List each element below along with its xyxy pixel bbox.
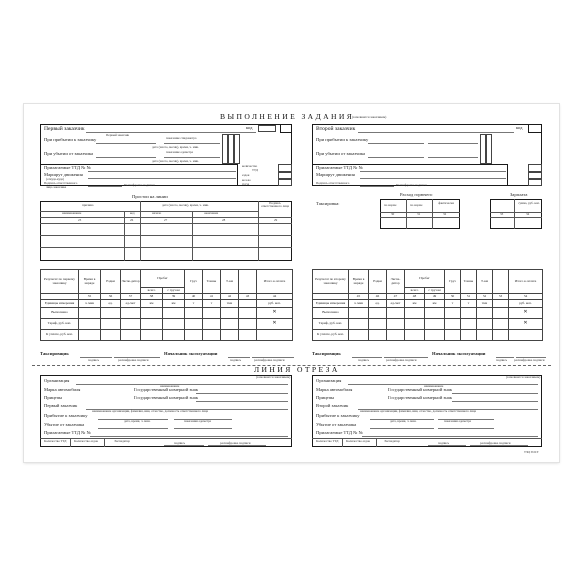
qty-label: количество (242, 164, 258, 168)
col-32: 32 (443, 212, 447, 216)
tearoff-departure: Убытие от заказчика (44, 422, 85, 427)
tearoff-first-hint: наименование организации, фамилия, имя, отчество, должность ответственного лица (92, 409, 209, 413)
route-hint: (откуда-куда) (46, 177, 64, 181)
col-33: 33 (500, 212, 504, 216)
hdr-tkm: Т-км (221, 270, 239, 294)
fuel-fact: фактически (438, 201, 454, 205)
downtime-dt: дата (число, месяц), время, ч. мин. (162, 203, 209, 207)
chief-decode-hint: расшифровка подписи (254, 358, 285, 362)
downtime-sign: Подпись ответственного лица (260, 201, 290, 209)
tearoff-odometer: показания одометра (184, 419, 212, 423)
taxing-label: Таксировка: (316, 201, 340, 206)
row-units: Единицы измерения (41, 300, 79, 308)
qty-unit3: кол-во (242, 178, 251, 182)
downtime-start: начало (152, 211, 162, 215)
second-departure-label: При убытии от заказчика (316, 151, 366, 156)
col-34: 34 (526, 212, 530, 216)
cut-line-label: ЛИНИЯ ОТРЕЗА (254, 365, 340, 374)
departure-label: При убытии от заказчика (44, 151, 94, 156)
results-second-table: Результат по второму заказчику Время в наряде Ездки Экспе-дитор Пробег Груз Тонны Т-км Итого к оплате всего с грузом 45 46 47 48 49 50 51 52 53 54 Единицы измерения ч. мин ед. ед./нет км км т т ткм руб. коп. Выполнено ✕ Тариф, руб. коп. ✕ К уплате, руб. коп. (312, 269, 543, 341)
col-27: 27 (164, 218, 168, 222)
tearoff-arrival: Прибытие к заказчику (44, 413, 88, 418)
tearoff2-filled: (заполняется заказчиком) (506, 375, 541, 379)
first-customer-hint: Первый заказчик (106, 133, 130, 137)
tearoff2-second: Второй заказчик (316, 403, 349, 408)
first-customer-label: Первый заказчик (44, 126, 85, 132)
attached-label: Прилагаемые ТТД № № (44, 165, 92, 170)
hdr-loaded-km: с грузом (163, 288, 185, 294)
tearoff2-sign: подпись (438, 441, 450, 445)
hdr-cargo: Груз (185, 270, 203, 294)
tearoff2-arrival-hint: дата, время, ч. мин. (390, 419, 417, 423)
chief-sign-hint-2: подпись (496, 358, 508, 362)
waybill-sheet (24, 104, 559, 462)
chief-sign-hint: подпись (230, 358, 242, 362)
second-customer-code-box[interactable] (528, 124, 542, 133)
tearoff2-attached: Прилагаемые ТТД № № (316, 430, 364, 435)
tearoff2-odometer: показания одометра (444, 419, 472, 423)
downtime-title: Простои на линии (132, 194, 168, 199)
tearoff-expeditor: Экспедитор (114, 439, 130, 443)
tearoff2-departure: Убытие от заказчика (316, 422, 357, 427)
wage-title: Зарплата (510, 192, 528, 197)
tearoff2-hint: наименование организации, фамилия, имя, отчество, должность ответственного лица (360, 409, 477, 413)
taxing-sign-hint-2: подпись (358, 358, 370, 362)
tearoff-org-hint: наименование (160, 384, 180, 388)
chief-sign-label: Начальник эксплуатации (164, 351, 218, 356)
hdr-total-km: всего (141, 288, 163, 294)
taxing-sign-label-2: Таксировщик (312, 351, 341, 356)
row-topay: К уплате, руб. коп. (41, 330, 79, 341)
second-decode: Расшифровка подписи (396, 183, 427, 187)
row-result-first: Результат по первому заказчику (41, 270, 79, 294)
qty-unit: ТТД (252, 168, 258, 172)
chief-decode-hint-2: расшифровка подписи (514, 358, 545, 362)
tearoff2-reg: Государственный номерной знак (388, 387, 452, 392)
second-sign-resp: Подпись ответственного (316, 181, 350, 185)
tearoff-decode: расшифровка подписи (220, 441, 251, 445)
tearoff2-car: Марка автомобиля (316, 387, 353, 392)
taxing-decode-hint-2: расшифровка подписи (386, 358, 417, 362)
tearoff-org: Организация (44, 378, 70, 383)
tearoff2-trips: Количество ездок (346, 439, 371, 443)
tearoff-reg2: Государственный номерной знак (134, 395, 198, 400)
tearoff-filled: (заполняется заказчиком) (256, 375, 291, 379)
odometer-label: показание спидометра (166, 136, 197, 140)
tearoff2-reg2: Государственный номерной знак (388, 395, 452, 400)
tearoff-car: Марка автомобиля (44, 387, 81, 392)
qty-unit4: груза (242, 182, 250, 186)
hdr-tons: Тонны (203, 270, 221, 294)
chief-sign-label-2: Начальник эксплуатации (432, 351, 486, 356)
sign-resp-label: Подпись ответственного (44, 181, 78, 185)
tearoff-trips: Количество ездок (74, 439, 99, 443)
second-customer-code-label: код (516, 125, 523, 130)
footer-code: ТЗЦ ГОСТ (524, 450, 539, 454)
hdr-trips: Ездки (101, 270, 121, 294)
first-customer-code-box[interactable] (280, 124, 292, 133)
col-23: 23 (78, 218, 82, 222)
tearoff2-org: Организация (316, 378, 342, 383)
row-result-second: Результат по второму заказчику (313, 270, 349, 294)
col-29: 29 (274, 218, 278, 222)
row-tariff: Тариф, руб. коп. (41, 319, 79, 330)
taxing-sign-label: Таксировщик (40, 351, 69, 356)
sign-resp-hint: лица заказчика (46, 185, 67, 189)
decode-label: Расшифровка подписи (124, 183, 155, 187)
col-30: 30 (391, 212, 395, 216)
odometer2-label: показание одометра (166, 150, 194, 154)
fuel-col-label: по норме (384, 203, 397, 207)
tearoff-arrival-hint: дата, время, ч. мин. (124, 419, 151, 423)
tearoff-first: Первый заказчик (44, 403, 78, 408)
section-title-note: (заполняется заказчиком) (352, 115, 387, 119)
arrival-hint: дата (число, месяц), время, ч. мин. (152, 145, 199, 149)
first-customer-code-label: код (246, 125, 253, 130)
downtime-end: окончание (204, 211, 219, 215)
taxing-decode-hint: расшифровка подписи (118, 358, 149, 362)
downtime-table (40, 201, 292, 261)
second-arrival-label: При прибытии к заказчику (316, 137, 369, 142)
results-first-table: Результат по первому заказчику Время в наряде Ездки Экспе-дитор Пробег Груз Тонны Т-км Итого к оплате всего с грузом 35 36 37 38 39 40 41 42 43 44 Единицы измерения ч. мин ед. ед./нет км км т т ткм руб. коп. Выполнено ✕ Тариф, руб. коп. ✕ К уплате, руб. коп. (40, 269, 293, 341)
tearoff-attached: Прилагаемые ТТД № № (44, 430, 92, 435)
fuel-title: Расход горючего (400, 192, 433, 197)
tearoff-trailer: Прицепы (44, 395, 63, 400)
tearoff2-qty: Количество ТТД (316, 439, 339, 443)
qty-unit2: ездок (242, 173, 250, 177)
hdr-expeditor: Экспе-дитор (121, 270, 141, 294)
tearoff-reg: Государственный номерной знак (134, 387, 198, 392)
col-28: 28 (222, 218, 226, 222)
tearoff2-trailer: Прицепы (316, 395, 335, 400)
col-26: 26 (130, 218, 134, 222)
hdr-time: Время в наряде (79, 270, 101, 294)
col-31: 31 (417, 212, 421, 216)
downtime-reason: причина (82, 203, 94, 207)
downtime-code: код (130, 211, 135, 215)
tearoff-sign: подпись (174, 441, 186, 445)
taxing-sign-hint: подпись (88, 358, 100, 362)
second-attached-label: Прилагаемые ТТД № № (316, 165, 364, 170)
tearoff2-arrival: Прибытие к заказчику (316, 413, 360, 418)
downtime-name: наименование (62, 211, 82, 215)
tearoff-qty: Количество ТТД (44, 439, 67, 443)
wage-sum: сумма, руб. коп. (518, 201, 540, 205)
hdr-mileage: Пробег (141, 270, 185, 288)
tearoff2-decode: расшифровка подписи (480, 441, 511, 445)
row-done: Выполнено (41, 308, 79, 319)
tearoff2-expeditor: Экспедитор (384, 439, 400, 443)
arrival-label: При прибытии к заказчику (44, 137, 97, 142)
hdr-total: Итого к оплате (257, 270, 293, 294)
section-title: ВЫПОЛНЕНИЕ ЗАДАНИЯ (220, 112, 355, 121)
tearoff2-org-hint: наименование (424, 384, 444, 388)
second-customer-label: Второй заказчик (316, 126, 356, 132)
departure-hint: дата (число, месяц), время, ч. мин. (152, 159, 199, 163)
second-route-label: Маршрут движения (316, 172, 355, 177)
route-label: Маршрут движения (44, 172, 83, 177)
fuel-norm: по норме (410, 203, 423, 207)
